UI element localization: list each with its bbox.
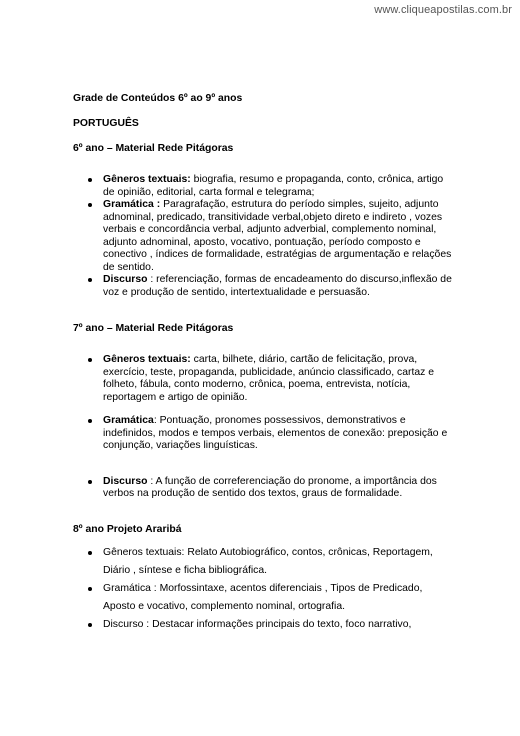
document-title: Grade de Conteúdos 6º ao 9º anos: [73, 93, 243, 104]
site-watermark: www.cliqueapostilas.com.br: [374, 4, 512, 16]
section-8-heading: 8º ano Projeto Araribá: [73, 523, 182, 535]
list-item: [73, 354, 453, 404]
item-label: Gêneros textuais:: [103, 174, 191, 185]
list-item: [73, 415, 453, 453]
list-item: [73, 476, 453, 501]
item-text: biografia, resumo e propaganda, conto, crônica, artigo de opinião, editorial, carta formal e telegrama;: [103, 174, 444, 198]
section-6-list: [73, 174, 453, 299]
section-7-heading: 7º ano – Material Rede Pitágoras: [73, 323, 234, 334]
subject-heading: PORTUGUÊS: [73, 118, 139, 129]
list-item: Discurso : Destacar informações principais do texto, foco narrativo,: [73, 616, 453, 634]
item-text: : A função de correferenciação do pronome, a importância dos verbos na produção de sentido dos textos, graus de formalidade.: [103, 475, 437, 499]
item-label: Discurso: [103, 274, 148, 285]
item-text: Paragrafação, estrutura do período simples, sujeito, adjunto adnominal, predicado, transitividade verbal,objeto direto e indireto , vozes verbais e concordância verbal, adjunto adverbial, complemento nominal, adjunto adnominal, aposto, vocativo, pontuação, período composto e conectivo , índices de formalidade, estratégias de argumentação e relações de sentido.: [103, 199, 452, 273]
item-label: Gramática :: [103, 199, 161, 210]
list-item: [73, 274, 453, 299]
section-8-list: [73, 544, 453, 634]
item-text: : Pontuação, pronomes possessivos, demonstrativos e indefinidos, modos e tempos verbais, elementos de conexão: preposição e conjunção, variações linguísticas.: [103, 415, 448, 451]
list-item: Gramática : Morfossintaxe, acentos diferenciais , Tipos de Predicado, Aposto e vocativo, complemento nominal, ortografia.: [73, 580, 453, 616]
item-label: Gêneros textuais:: [103, 354, 191, 365]
list-item: Gêneros textuais: Relato Autobiográfico, contos, crônicas, Reportagem, Diário , síntese e ficha bibliográfica.: [73, 544, 453, 580]
section-6-heading: 6º ano – Material Rede Pitágoras: [73, 143, 234, 154]
section-7-list: [73, 354, 453, 501]
item-text: carta, bilhete, diário, cartão de felicitação, prova, exercício, teste, propaganda, publicidade, anúncio classificado, cartaz e folheto, fábula, conto moderno, crônica, poema, entrevista, notícia, reportagem e artigo de opinião.: [103, 354, 434, 403]
list-item: [73, 199, 453, 274]
document-body: [73, 92, 453, 634]
item-label: Discurso: [103, 475, 148, 487]
list-item: [73, 174, 453, 199]
item-text: : referenciação, formas de encadeamento do discurso,inflexão de voz e produção de sentido, intertextualidade e persuasão.: [103, 274, 452, 298]
item-label: Gramática: [103, 415, 154, 426]
